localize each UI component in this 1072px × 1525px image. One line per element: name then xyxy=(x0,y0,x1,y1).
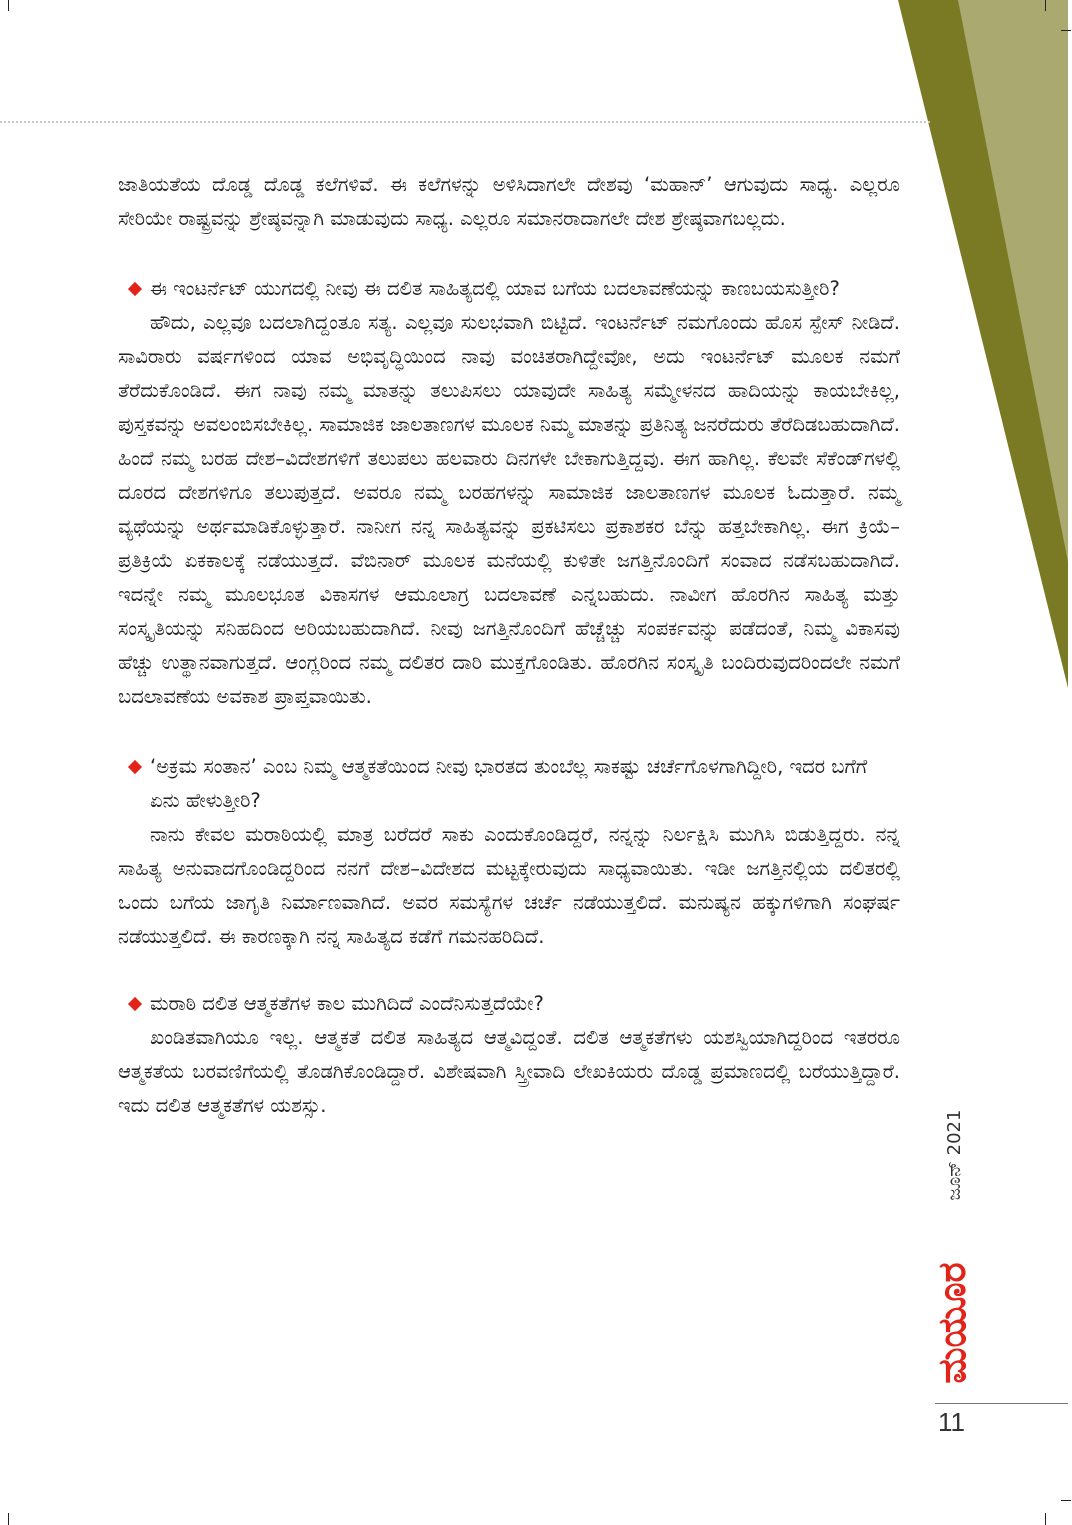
page-number: 11 xyxy=(938,1407,965,1437)
diamond-icon xyxy=(128,760,142,774)
answer-3: ಖಂಡಿತವಾಗಿಯೂ ಇಲ್ಲ. ಆತ್ಮಕತೆ ದಲಿತ ಸಾಹಿತ್ಯದ ಆತ್ಮವಿದ್ದಂತೆ. ದಲಿತ ಆತ್ಮಕತೆಗಳು ಯಶಸ್ವಿಯಾಗಿದ್ದರಿಂದ ಇತರರೂ ಆತ್ಮಕತೆಯ ಬರವಣಿಗೆಯಲ್ಲಿ ತೊಡಗಿಕೊಂಡಿದ್ದಾರೆ. ವಿಶೇಷವಾಗಿ ಸ್ತ್ರೀವಾದಿ ಲೇಖಕಿಯರು ದೊಡ್ಡ ಪ್ರಮಾಣದಲ್ಲಿ ಬರೆಯುತ್ತಿದ್ದಾರೆ. ಇದು ದಲಿತ ಆತ್ಮಕತೆಗಳ ಯಶಸ್ಸು. xyxy=(118,1026,900,1117)
question-2 xyxy=(118,750,900,818)
question-3 xyxy=(118,987,900,1021)
diamond-icon xyxy=(128,282,142,296)
question-text: ಮರಾಠಿ ದಲಿತ ಆತ್ಮಕತೆಗಳ ಕಾಲ ಮುಗಿದಿದೆ ಎಂದೆನಿಸುತ್ತದೆಯೇ? xyxy=(150,992,544,1015)
magazine-logo: ಮಯೂರ xyxy=(930,1262,974,1384)
crop-mark-top-right xyxy=(1045,0,1046,11)
intro-paragraph: ಜಾತಿಯತೆಯ ದೊಡ್ಡ ದೊಡ್ಡ ಕಲೆಗಳಿವೆ. ಈ ಕಲೆಗಳನ್ನು ಅಳಿಸಿದಾಗಲೇ ದೇಶವು ‘ಮಹಾನ್’ ಆಗುವುದು ಸಾಧ್ಯ. ಎಲ್ಲರೂ ಸೇರಿಯೇ ರಾಷ್ಟ್ರವನ್ನು ಶ್ರೇಷ್ಠವನ್ನಾಗಿ ಮಾಡುವುದು ಸಾಧ್ಯ. ಎಲ್ಲರೂ ಸಮಾನರಾದಾಗಲೇ ದೇಶ ಶ್ರೇಷ್ಠವಾಗಬಲ್ಲದು. xyxy=(118,173,900,230)
issue-date: ಜೂನ್ 2021 xyxy=(944,1109,965,1201)
crop-mark-right-bottom xyxy=(1061,1500,1071,1501)
dotted-separator xyxy=(0,121,930,123)
crop-mark-right-top xyxy=(1061,30,1071,31)
question-text: ‘ಅಕ್ರಮ ಸಂತಾನ’ ಎಂಬ ನಿಮ್ಮ ಆತ್ಮಕತೆಯಿಂದ ನೀವು ಭಾರತದ ತುಂಬೆಲ್ಲ ಸಾಕಷ್ಟು ಚರ್ಚೆಗೊಳಗಾಗಿದ್ದೀರಿ, ಇದರ ಬಗೆಗೆ ಏನು ಹೇಳುತ್ತೀರಿ? xyxy=(150,755,868,812)
question-1 xyxy=(118,272,900,306)
answer-2: ನಾನು ಕೇವಲ ಮರಾಠಿಯಲ್ಲಿ ಮಾತ್ರ ಬರೆದರೆ ಸಾಕು ಎಂದುಕೊಂಡಿದ್ದರೆ, ನನ್ನನ್ನು ನಿರ್ಲಕ್ಷಿಸಿ ಮುಗಿಸಿ ಬಿಡುತ್ತಿದ್ದರು. ನನ್ನ ಸಾಹಿತ್ಯ ಅನುವಾದಗೊಂಡಿದ್ದರಿಂದ ನನಗೆ ದೇಶ–ವಿದೇಶದ ಮಟ್ಟಕ್ಕೇರುವುದು ಸಾಧ್ಯವಾಯಿತು. ಇಡೀ ಜಗತ್ತಿನಲ್ಲಿಯ ದಲಿತರಲ್ಲಿ ಒಂದು ಬಗೆಯ ಜಾಗೃತಿ ನಿರ್ಮಾಣವಾಗಿದೆ. ಅವರ ಸಮಸ್ಯೆಗಳ ಚರ್ಚೆ ನಡೆಯುತ್ತಲಿದೆ. ಮನುಷ್ಯನ ಹಕ್ಕುಗಳಿಗಾಗಿ ಸಂಘರ್ಷ ನಡೆಯುತ್ತಲಿದೆ. ಈ ಕಾರಣಕ್ಕಾಗಿ ನನ್ನ ಸಾಹಿತ್ಯದ ಕಡೆಗೆ ಗಮನಹರಿದಿದೆ. xyxy=(118,823,900,948)
diamond-icon xyxy=(128,997,142,1011)
crop-mark-top-left xyxy=(8,0,9,11)
page-number-rule xyxy=(935,1403,1068,1404)
crop-mark-bottom-left xyxy=(8,1513,9,1525)
question-text: ಈ ಇಂಟರ್ನೆಟ್ ಯುಗದಲ್ಲಿ ನೀವು ಈ ದಲಿತ ಸಾಹಿತ್ಯದಲ್ಲಿ ಯಾವ ಬಗೆಯ ಬದಲಾವಣೆಯನ್ನು ಕಾಣಬಯಸುತ್ತೀರಿ? xyxy=(150,277,840,300)
answer-1: ಹೌದು, ಎಲ್ಲವೂ ಬದಲಾಗಿದ್ದಂತೂ ಸತ್ಯ. ಎಲ್ಲವೂ ಸುಲಭವಾಗಿ ಬಿಟ್ಟಿದೆ. ಇಂಟರ್ನೆಟ್ ನಮಗೊಂದು ಹೊಸ ಸ್ಪೇಸ್ ನೀಡಿದೆ. ಸಾವಿರಾರು ವರ್ಷಗಳಿಂದ ಯಾವ ಅಭಿವೃದ್ಧಿಯಿಂದ ನಾವು ವಂಚಿತರಾಗಿದ್ದೇವೋ, ಅದು ಇಂಟರ್ನೆಟ್ ಮೂಲಕ ನಮಗೆ ತೆರೆದುಕೊಂಡಿದೆ. ಈಗ ನಾವು ನಮ್ಮ ಮಾತನ್ನು ತಲುಪಿಸಲು ಯಾವುದೇ ಸಾಹಿತ್ಯ ಸಮ್ಮೇಳನದ ಹಾದಿಯನ್ನು ಕಾಯಬೇಕಿಲ್ಲ, ಪುಸ್ತಕವನ್ನು ಅವಲಂಬಿಸಬೇಕಿಲ್ಲ. ಸಾಮಾಜಿಕ ಜಾಲತಾಣಗಳ ಮೂಲಕ ನಿಮ್ಮ ಮಾತನ್ನು ಪ್ರತಿನಿತ್ಯ ಜನರೆದುರು ತೆರೆದಿಡಬಹುದಾಗಿದೆ. ಹಿಂದೆ ನಮ್ಮ ಬರಹ ದೇಶ–ವಿದೇಶಗಳಿಗೆ ತಲುಪಲು ಹಲವಾರು ದಿನಗಳೇ ಬೇಕಾಗುತ್ತಿದ್ದವು. ಈಗ ಹಾಗಿಲ್ಲ. ಕೆಲವೇ ಸೆಕೆಂಡ್‌ಗಳಲ್ಲಿ ದೂರದ ದೇಶಗಳಿಗೂ ತಲುಪುತ್ತದೆ. ಅವರೂ ನಮ್ಮ ಬರಹಗಳನ್ನು ಸಾಮಾಜಿಕ ಜಾಲತಾಣಗಳ ಮೂಲಕ ಓದುತ್ತಾರೆ. ನಮ್ಮ ವ್ಯಥೆಯನ್ನು ಅರ್ಥಮಾಡಿಕೊಳ್ಳುತ್ತಾರೆ. ನಾನೀಗ ನನ್ನ ಸಾಹಿತ್ಯವನ್ನು ಪ್ರಕಟಿಸಲು ಪ್ರಕಾಶಕರ ಬೆನ್ನು ಹತ್ತಬೇಕಾಗಿಲ್ಲ. ಈಗ ಕ್ರಿಯೆ–ಪ್ರತಿಕ್ರಿಯೆ ಏಕಕಾಲಕ್ಕೆ ನಡೆಯುತ್ತದೆ. ವೆಬಿನಾರ್ ಮೂಲಕ ಮನೆಯಲ್ಲಿ ಕುಳಿತೇ ಜಗತ್ತಿನೊಂದಿಗೆ ಸಂವಾದ ನಡೆಸಬಹುದಾಗಿದೆ. ಇದನ್ನೇ ನಮ್ಮ ಮೂಲಭೂತ ವಿಕಾಸಗಳ ಆಮೂಲಾಗ್ರ ಬದಲಾವಣೆ ಎನ್ನಬಹುದು. ನಾವೀಗ ಹೊರಗಿನ ಸಾಹಿತ್ಯ ಮತ್ತು ಸಂಸ್ಕೃತಿಯನ್ನು ಸನಿಹದಿಂದ ಅರಿಯಬಹುದಾಗಿದೆ. ನೀವು ಜಗತ್ತಿನೊಂದಿಗೆ ಹೆಚ್ಚೆಚ್ಚು ಸಂಪರ್ಕವನ್ನು ಪಡೆದಂತೆ, ನಿಮ್ಮ ವಿಕಾಸವು ಹೆಚ್ಚು ಉತ್ಥಾನವಾಗುತ್ತದೆ. ಆಂಗ್ಲರಿಂದ ನಮ್ಮ ದಲಿತರ ದಾರಿ ಮುಕ್ತಗೊಂಡಿತು. ಹೊರಗಿನ ಸಂಸ್ಕೃತಿ ಬಂದಿರುವುದರಿಂದಲೇ ನಮಗೆ ಬದಲಾವಣೆಯ ಅವಕಾಶ ಪ್ರಾಪ್ತವಾಯಿತು. xyxy=(118,311,900,708)
article-body xyxy=(118,168,900,1123)
crop-mark-bottom-right xyxy=(1045,1513,1046,1525)
